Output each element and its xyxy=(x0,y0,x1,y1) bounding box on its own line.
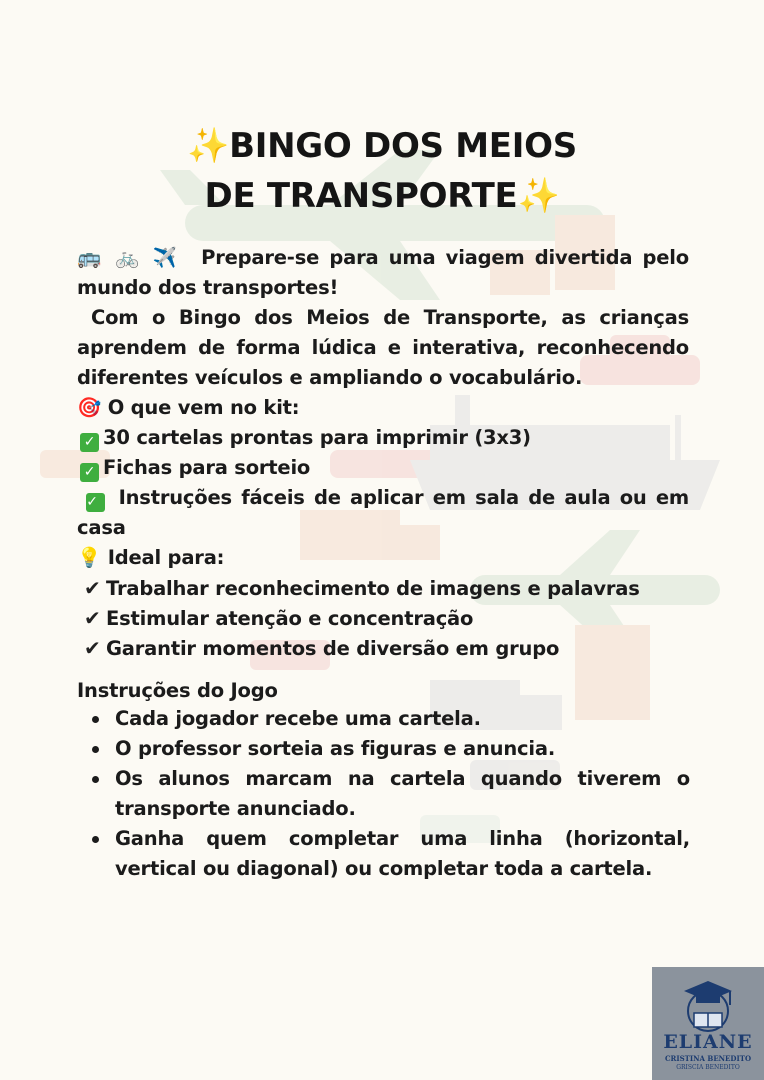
transport-emoji-icons: 🚌 🚲 ✈️ xyxy=(77,246,181,269)
ideal-item xyxy=(84,603,696,634)
ideal-item-text: Trabalhar reconhecimento de imagens e palavras xyxy=(106,577,640,600)
check-icon: ✓ xyxy=(80,433,99,452)
list-item: O professor sorteia as figuras e anuncia. xyxy=(90,734,690,764)
instructions-list xyxy=(90,704,690,884)
list-item: Os alunos marcam na cartela quando tiverem o transporte anunciado. xyxy=(90,764,690,824)
kit-item xyxy=(80,423,692,453)
kit-item xyxy=(77,483,689,543)
graduation-cap-icon xyxy=(652,973,764,1033)
title-line-1 xyxy=(0,126,764,166)
brand-logo xyxy=(652,967,764,1080)
title-text-2: DE TRANSPORTE xyxy=(204,176,518,216)
title-line-2 xyxy=(0,176,764,216)
intro-text: Prepare-se para uma viagem divertida pelo mundo dos transportes! xyxy=(77,246,689,299)
target-icon: 🎯 xyxy=(77,396,102,419)
checkmark-icon: ✔ xyxy=(84,636,101,660)
instructions-heading: Instruções do Jogo xyxy=(77,679,278,702)
check-icon: ✓ xyxy=(86,493,105,512)
kit-heading xyxy=(77,393,689,423)
list-item: Cada jogador recebe uma cartela. xyxy=(90,704,690,734)
ideal-heading-text: Ideal para: xyxy=(107,546,225,569)
checkmark-icon: ✔ xyxy=(84,606,101,630)
intro-paragraph xyxy=(77,243,689,303)
logo-tagline: GRISCIA BENEDITO xyxy=(676,1064,740,1071)
ideal-item-text: Garantir momentos de diversão em grupo xyxy=(106,637,560,660)
ideal-heading xyxy=(77,543,689,573)
kit-item-text: 30 cartelas prontas para imprimir (3x3) xyxy=(103,426,531,449)
sparkle-icon: ✨ xyxy=(187,126,230,166)
logo-subtitle: CRISTINA BENEDITO xyxy=(664,1054,752,1063)
kit-item-text: Instruções fáceis de aplicar em sala de aula ou em casa xyxy=(77,486,689,539)
list-item: Ganha quem completar uma linha (horizontal, vertical ou diagonal) ou completar toda a cartela. xyxy=(90,824,690,884)
description-paragraph: Com o Bingo dos Meios de Transporte, as crianças aprendem de forma lúdica e interativa, reconhecendo diferentes veículos e ampliando o vocabulário. xyxy=(77,306,689,389)
kit-heading-text: O que vem no kit: xyxy=(107,396,300,419)
lightbulb-icon: 💡 xyxy=(77,546,102,569)
kit-item xyxy=(80,453,692,483)
checkmark-icon: ✔ xyxy=(84,576,101,600)
ideal-item xyxy=(84,573,696,604)
ideal-item xyxy=(84,633,696,664)
sparkle-icon: ✨ xyxy=(517,176,560,216)
ideal-item-text: Estimular atenção e concentração xyxy=(106,607,474,630)
logo-name: ELIANE xyxy=(663,1031,753,1053)
kit-item-text: Fichas para sorteio xyxy=(103,456,311,479)
check-icon: ✓ xyxy=(80,463,99,482)
title-text-1: BINGO DOS MEIOS xyxy=(229,126,577,166)
